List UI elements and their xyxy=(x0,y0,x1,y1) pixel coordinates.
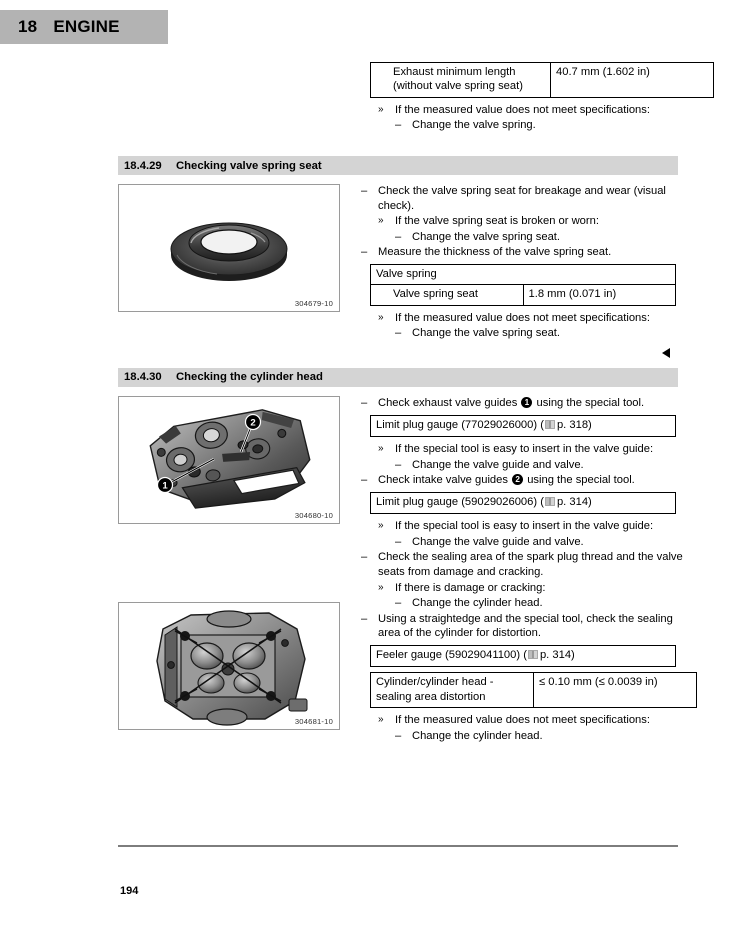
dash-bullet: – xyxy=(395,535,402,548)
list-item-text: Change the valve spring. xyxy=(412,119,536,132)
list-item xyxy=(394,535,697,550)
table-row xyxy=(371,285,676,305)
section-number: 18.4.29 xyxy=(124,159,162,172)
text-column xyxy=(342,396,697,744)
list-item-text: Change the valve guide and valve. xyxy=(412,458,584,471)
list-item-text: Using a straightedge and the special tool, check the sealing area of the cylinder for distortion. xyxy=(378,612,673,640)
table-row xyxy=(371,673,697,708)
page-number: 194 xyxy=(120,885,139,897)
list-item-text: Change the valve guide and valve. xyxy=(412,535,584,548)
section-18-4-30 xyxy=(118,368,683,744)
continuation-block xyxy=(118,62,678,148)
sealing-area-distortion-table xyxy=(370,672,697,708)
dash-bullet: – xyxy=(361,396,368,409)
guillemet-bullet: » xyxy=(378,714,384,726)
svg-text:1: 1 xyxy=(162,480,168,492)
exhaust-min-length-label: Exhaust minimum length (without valve spring seat) xyxy=(371,63,551,98)
list-item xyxy=(360,550,697,579)
list-item-text: If the measured value does not meet specifications: xyxy=(395,714,650,727)
book-icon xyxy=(545,496,555,510)
list-item-text: Change the cylinder head. xyxy=(412,597,543,610)
dash-bullet: – xyxy=(395,327,402,340)
list-item-text: If there is damage or cracking: xyxy=(395,581,546,594)
end-of-section-triangle-icon xyxy=(662,348,670,358)
figure-column xyxy=(118,396,342,730)
figure-cylinder-head-valve-guides xyxy=(118,396,340,524)
chapter-number: 18 xyxy=(18,17,38,36)
section-heading-18-4-30 xyxy=(118,368,678,387)
list-item-text: Check the valve spring seat for breakage and wear (visual check). xyxy=(378,185,666,212)
steps-exhaust-valve-guides xyxy=(360,396,697,411)
guillemet-bullet: » xyxy=(378,103,384,115)
section-heading-18-4-29 xyxy=(118,156,678,175)
dash-bullet: – xyxy=(395,458,402,471)
list-item-text: If the valve spring seat is broken or worn: xyxy=(395,215,599,228)
list-item xyxy=(377,581,697,596)
list-item-text: Change the cylinder head. xyxy=(412,729,543,742)
dash-bullet: – xyxy=(361,246,368,259)
steps-sealing-area-check xyxy=(360,550,697,610)
guillemet-bullet: » xyxy=(378,311,384,323)
table-row xyxy=(371,63,714,98)
figure-id: 304679-10 xyxy=(294,299,333,308)
substeps-distortion-check xyxy=(360,713,697,743)
end-of-section-marker xyxy=(360,134,734,148)
figure-column xyxy=(118,184,342,312)
list-item xyxy=(377,214,678,229)
guillemet-bullet: » xyxy=(378,215,384,227)
callout-marker-1: 1 xyxy=(521,397,532,408)
dash-bullet: – xyxy=(395,597,402,610)
page-content xyxy=(118,62,683,744)
dash-bullet: – xyxy=(395,230,402,243)
footer-rule xyxy=(118,845,678,847)
section-18-4-29 xyxy=(118,156,678,360)
tool-page-ref[interactable]: p. 314) xyxy=(539,648,575,661)
dash-bullet: – xyxy=(361,185,368,197)
svg-text:2: 2 xyxy=(250,417,256,429)
book-icon xyxy=(528,649,538,663)
book-icon xyxy=(545,419,555,433)
end-of-section-marker xyxy=(118,346,678,360)
list-item xyxy=(360,612,697,641)
list-item xyxy=(394,729,697,744)
list-item xyxy=(394,596,697,611)
list-item xyxy=(377,442,697,457)
tool-reference-feeler-gauge xyxy=(370,645,676,667)
dash-bullet: – xyxy=(361,551,368,564)
list-item-text: If the special tool is easy to insert in the valve guide: xyxy=(395,442,654,455)
list-item xyxy=(377,311,678,326)
list-item xyxy=(377,519,697,534)
exhaust-min-length-value: 40.7 mm (1.602 in) xyxy=(551,63,714,98)
dash-bullet: – xyxy=(395,729,402,742)
tool-label: Limit plug gauge (59029026006) ( xyxy=(376,495,544,508)
cylinder-head-valve-guides-illustration xyxy=(119,397,339,523)
valve-spring-seat-label: Valve spring seat xyxy=(371,285,524,305)
steps-intake-valve-guides xyxy=(360,473,697,488)
tool-reference-limit-plug-gauge-exhaust xyxy=(370,415,676,437)
callout-marker-2: 2 xyxy=(512,474,523,485)
dash-bullet: – xyxy=(361,612,368,625)
list-item xyxy=(360,245,678,260)
section-body-18-4-29 xyxy=(118,184,678,342)
table-row xyxy=(371,264,676,284)
list-item xyxy=(360,396,697,411)
text-column xyxy=(342,184,678,342)
list-item-text-before: Check intake valve guides xyxy=(378,474,508,487)
list-item-text-after: using the special tool. xyxy=(536,396,645,409)
after-steps-18-4-29 xyxy=(360,311,678,341)
list-item xyxy=(394,458,697,473)
figure-cylinder-head-sealing-area xyxy=(118,602,340,730)
chapter-title: ENGINE xyxy=(53,17,120,36)
section-title: Checking the cylinder head xyxy=(176,371,323,384)
list-item-text: Change the valve spring seat. xyxy=(412,327,561,340)
list-item-text-before: Check exhaust valve guides xyxy=(378,396,518,409)
tool-reference-limit-plug-gauge-intake xyxy=(370,492,676,514)
tool-page-ref[interactable]: p. 318) xyxy=(556,418,592,431)
list-item-text: Check the sealing area of the spark plug thread and the valve seats from damage and cracking. xyxy=(378,551,683,578)
page-header xyxy=(0,10,168,44)
list-item-text-after: using the special tool. xyxy=(527,474,635,487)
exhaust-min-length-table xyxy=(370,62,714,98)
valve-spring-seat-table xyxy=(370,264,676,306)
steps-18-4-29 xyxy=(360,184,678,260)
list-item-text: If the special tool is easy to insert in the valve guide: xyxy=(395,520,654,533)
list-item xyxy=(394,118,678,133)
substeps-exhaust-valve-guides xyxy=(360,442,697,472)
valve-spring-seat-illustration xyxy=(119,185,339,311)
figure-id: 304681-10 xyxy=(294,716,333,726)
substeps-intake-valve-guides xyxy=(360,519,697,549)
list-item xyxy=(377,103,678,118)
steps-distortion-check xyxy=(360,612,697,641)
list-item xyxy=(360,473,697,488)
list-item-text: If the measured value does not meet specifications: xyxy=(395,103,650,116)
list-item-text: Measure the thickness of the valve spring seat. xyxy=(378,246,612,259)
section-number: 18.4.30 xyxy=(124,371,162,384)
valve-spring-group-label: Valve spring xyxy=(371,264,676,284)
list-item xyxy=(394,230,678,245)
distortion-label: Cylinder/cylinder head - sealing area distortion xyxy=(371,673,534,708)
section-title: Checking valve spring seat xyxy=(176,159,322,172)
valve-spring-seat-value: 1.8 mm (0.071 in) xyxy=(523,285,676,305)
continuation-text-column xyxy=(360,62,678,148)
figure-id: 304680-10 xyxy=(294,510,333,520)
list-item xyxy=(377,713,697,728)
list-item-text: If the measured value does not meet specifications: xyxy=(395,311,650,324)
tool-page-ref[interactable]: p. 314) xyxy=(556,495,592,508)
list-item-text: Change the valve spring seat. xyxy=(412,230,561,243)
dash-bullet: – xyxy=(395,119,402,132)
dash-bullet: – xyxy=(361,474,368,487)
cylinder-head-sealing-area-illustration xyxy=(119,603,339,729)
section-body-18-4-30 xyxy=(118,396,683,744)
distortion-value: ≤ 0.10 mm (≤ 0.0039 in) xyxy=(534,673,697,708)
list-item xyxy=(394,326,678,341)
guillemet-bullet: » xyxy=(378,520,384,532)
continuation-steps xyxy=(360,103,678,133)
figure-valve-spring-seat xyxy=(118,184,340,312)
list-item xyxy=(360,184,678,213)
tool-label: Feeler gauge (59029041100) ( xyxy=(376,648,527,661)
tool-label: Limit plug gauge (77029026000) ( xyxy=(376,418,544,431)
guillemet-bullet: » xyxy=(378,442,384,454)
guillemet-bullet: » xyxy=(378,581,384,593)
